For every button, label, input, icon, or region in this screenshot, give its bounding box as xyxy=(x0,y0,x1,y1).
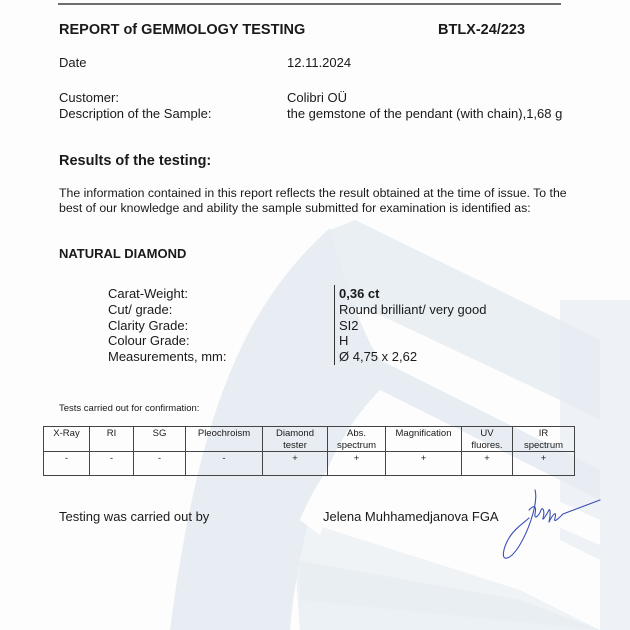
test-result: - xyxy=(186,452,263,476)
test-header: IR spectrum xyxy=(513,427,575,452)
property-label: Cut/ grade: xyxy=(108,301,173,317)
description-value: the gemstone of the pendant (with chain),1,68 g xyxy=(287,106,563,121)
test-result: + xyxy=(462,452,513,476)
property-values xyxy=(339,286,486,365)
clarity-grade-value: SI2 xyxy=(339,317,359,333)
property-labels xyxy=(108,286,226,365)
property-label: Clarity Grade: xyxy=(108,317,189,333)
tests-table xyxy=(43,426,575,476)
colour-grade-value: H xyxy=(339,333,349,349)
property-label: Colour Grade: xyxy=(108,333,190,349)
test-header: Pleochroism xyxy=(186,427,263,452)
test-header: RI xyxy=(90,427,134,452)
property-divider xyxy=(334,285,335,365)
cut-grade-value: Round brilliant/ very good xyxy=(339,301,487,317)
test-header: Diamond tester xyxy=(263,427,328,452)
signature-label: Testing was carried out by xyxy=(59,509,210,524)
test-result: - xyxy=(90,452,134,476)
measurements-value: Ø 4,75 x 2,62 xyxy=(339,349,418,365)
property-label: Carat-Weight: xyxy=(108,286,188,301)
customer-value: Colibri OÜ xyxy=(287,90,347,105)
identification: NATURAL DIAMOND xyxy=(59,246,187,261)
tests-header-row xyxy=(44,427,575,452)
top-rule xyxy=(58,3,561,5)
tests-result-row xyxy=(44,452,575,476)
results-title: Results of the testing: xyxy=(59,153,212,169)
date-label: Date xyxy=(59,55,87,70)
test-result: + xyxy=(386,452,462,476)
tests-caption: Tests carried out for confirmation: xyxy=(59,403,200,414)
signatory-name: Jelena Muhhamedjanova FGA xyxy=(323,509,499,524)
report-title: REPORT of GEMMOLOGY TESTING xyxy=(59,22,306,38)
customer-label: Customer: xyxy=(59,90,119,105)
test-header: X-Ray xyxy=(44,427,90,452)
handwritten-signature-icon xyxy=(495,488,605,563)
test-result: + xyxy=(263,452,328,476)
report-number: BTLX-24/223 xyxy=(438,22,526,38)
test-header: SG xyxy=(134,427,186,452)
property-label: Measurements, mm: xyxy=(108,349,227,365)
test-header: Abs. spectrum xyxy=(328,427,386,452)
test-result: - xyxy=(44,452,90,476)
date-value: 12.11.2024 xyxy=(287,55,352,70)
results-paragraph: The information contained in this report reflects the result obtained at the time of issue. To the best of our knowledge and ability the sample submitted for examination is identified as: xyxy=(59,186,567,215)
test-header: UV fluores. xyxy=(462,427,513,452)
test-result: + xyxy=(513,452,575,476)
test-result: + xyxy=(328,452,386,476)
carat-weight-value: 0,36 ct xyxy=(339,286,380,301)
test-result: - xyxy=(134,452,186,476)
description-label: Description of the Sample: xyxy=(59,106,212,121)
test-header: Magnification xyxy=(386,427,462,452)
